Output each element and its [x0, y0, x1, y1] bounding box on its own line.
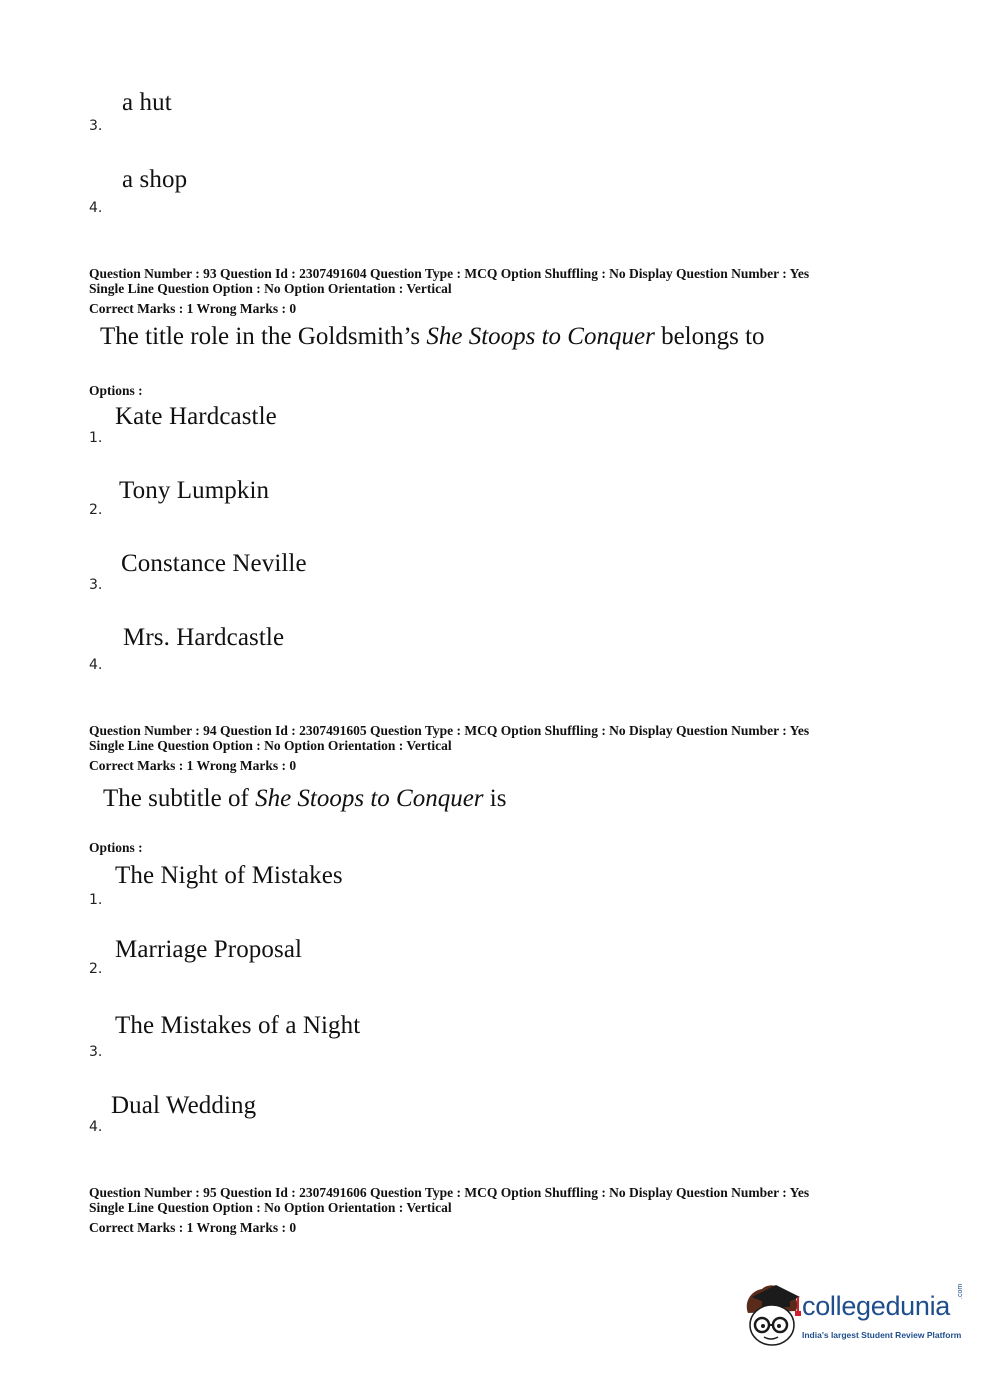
question-meta: Single Line Question Option : No Option Orientation : Vertical — [89, 738, 452, 753]
option-number: 1. — [89, 430, 103, 446]
question-marks: Correct Marks : 1 Wrong Marks : 0 — [89, 301, 297, 316]
question-meta: Single Line Question Option : No Option Orientation : Vertical — [89, 281, 452, 296]
option-number: 2. — [89, 502, 103, 518]
option-text: a hut — [122, 89, 172, 116]
question-marks: Correct Marks : 1 Wrong Marks : 0 — [89, 1220, 297, 1235]
collegedunia-logo — [742, 1283, 972, 1353]
logo-tagline: India's largest Student Review Platform — [802, 1330, 962, 1340]
mascot-icon — [742, 1283, 804, 1353]
question-meta: Question Number : 95 Question Id : 2307491606 Question Type : MCQ Option Shuffling : No Display Question Number : Yes — [89, 1185, 810, 1200]
option-number: 3. — [89, 1044, 103, 1060]
question-marks: Correct Marks : 1 Wrong Marks : 0 — [89, 758, 297, 773]
option-text: a shop — [122, 166, 188, 193]
options-label: Options : — [89, 840, 143, 855]
option-text: Mrs. Hardcastle — [123, 624, 285, 651]
option-number: 1. — [89, 892, 103, 908]
question-meta: Question Number : 93 Question Id : 2307491604 Question Type : MCQ Option Shuffling : No Display Question Number : Yes — [89, 266, 810, 281]
option-number: 2. — [89, 961, 103, 977]
logo-suffix: .com — [957, 1283, 964, 1299]
question-text: The subtitle of She Stoops to Conquer is — [103, 785, 507, 812]
option-text: Tony Lumpkin — [119, 477, 270, 504]
option-number: 3. — [89, 577, 103, 593]
option-number: 3. — [89, 118, 103, 134]
option-text: Marriage Proposal — [115, 936, 303, 963]
option-text: The Night of Mistakes — [115, 862, 343, 889]
question-meta: Question Number : 94 Question Id : 2307491605 Question Type : MCQ Option Shuffling : No Display Question Number : Yes — [89, 723, 810, 738]
option-number: 4. — [89, 657, 103, 673]
options-label: Options : — [89, 383, 143, 398]
option-number: 4. — [89, 1119, 103, 1135]
option-text: Constance Neville — [121, 550, 307, 577]
option-text: The Mistakes of a Night — [115, 1012, 361, 1039]
option-number: 4. — [89, 200, 103, 216]
option-text: Kate Hardcastle — [115, 403, 277, 430]
logo-wordmark: collegedunia — [802, 1291, 951, 1321]
option-text: Dual Wedding — [111, 1092, 257, 1119]
question-text: The title role in the Goldsmith’s She Stoops to Conquer belongs to — [100, 323, 765, 350]
question-meta: Single Line Question Option : No Option Orientation : Vertical — [89, 1200, 452, 1215]
